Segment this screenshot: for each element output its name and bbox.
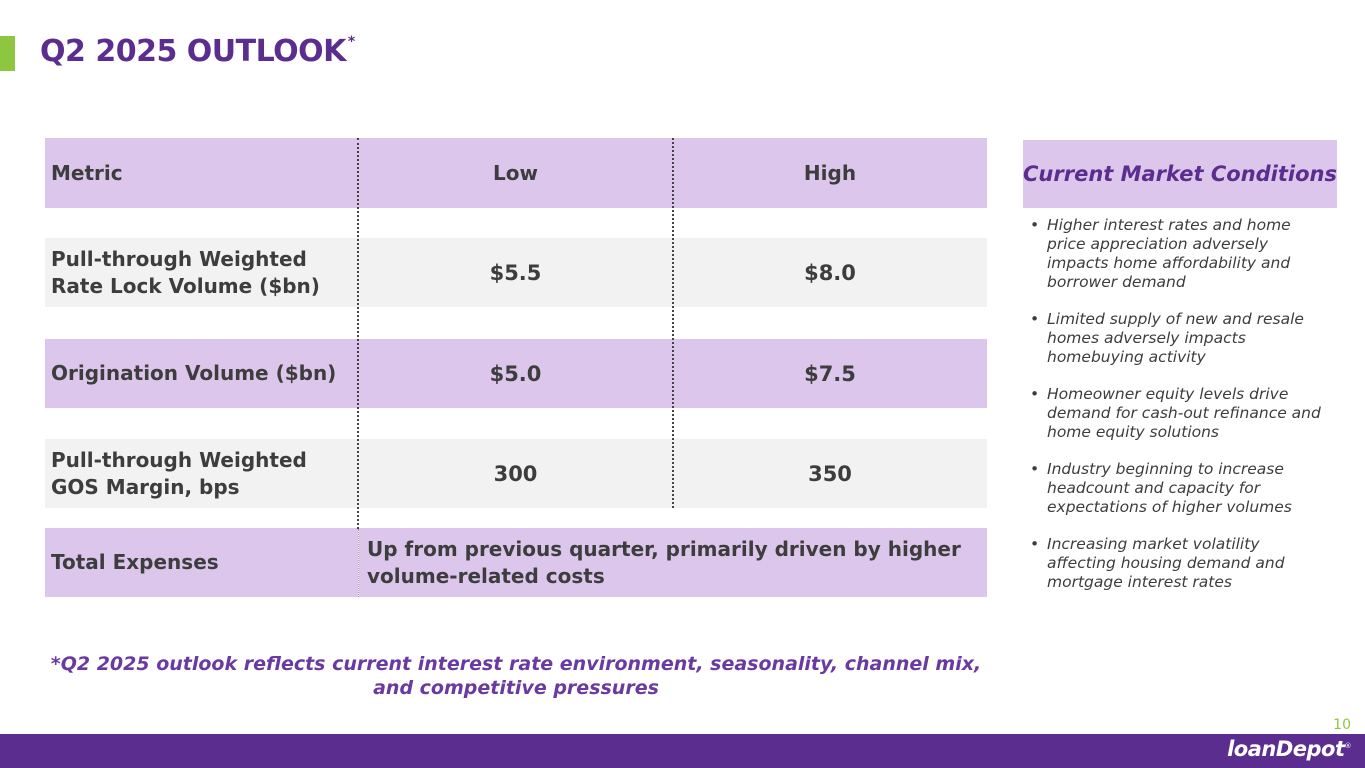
metric-label: Pull-through Weighted GOS Margin, bps [51,447,307,499]
table-row-2-metric [45,339,358,408]
table-row-1-low [358,238,673,307]
header-high-label: High [803,161,857,185]
high-value: $8.0 [804,260,856,285]
table-row-3-low [358,439,673,508]
bullet-icon: • [1030,460,1040,478]
bullet-text: Limited supply of new and resale homes adversely impacts homebuying activity [1047,310,1304,366]
metric-label: Total Expenses [51,550,219,574]
page-title [40,34,355,69]
header-metric-label: Metric [51,161,123,185]
footer-bar [0,734,1365,768]
bullet-text: Increasing market volatility affecting housing demand and mortgage interest rates [1047,535,1285,591]
list-item [1030,385,1330,442]
bullet-icon: • [1030,535,1040,553]
combined-value: Up from previous quarter, primarily driven by higher volume-related costs [367,536,961,588]
table-row-1-high [673,238,987,307]
bullet-icon: • [1030,216,1040,234]
header-low-label: Low [493,161,538,185]
market-conditions-list [1030,216,1330,610]
table-row-4-metric [45,528,358,597]
page-number: 10 [1333,717,1351,733]
column-divider-1-lower [358,529,359,597]
list-item [1030,460,1330,517]
table-row-2-high [673,339,987,408]
market-conditions-heading-text: Current Market Conditions [1023,161,1337,186]
market-conditions-heading [1023,140,1337,208]
list-item [1030,535,1330,592]
title-footnote-mark: * [347,34,355,50]
title-accent-bar [0,36,15,71]
bullet-text: Homeowner equity levels drive demand for cash-out refinance and home equity solutions [1047,385,1321,441]
footnote: *Q2 2025 outlook reflects current interest rate environment, seasonality, channel mix, and competitive pressures [50,653,982,699]
header-high [673,138,987,208]
brand-logo-mark: ® [1344,742,1351,750]
brand-logo-text: loanDepot [1227,737,1345,761]
brand-logo [1227,737,1351,761]
high-value: $7.5 [804,361,856,386]
table-row-1-metric [45,238,358,307]
low-value: $5.5 [489,260,542,285]
page-title-text: Q2 2025 OUTLOOK [40,34,346,69]
table-row-3-metric [45,439,358,508]
header-metric [45,138,358,208]
table-row-3-high [673,439,987,508]
bullet-icon: • [1030,310,1040,328]
table-row-2-low [358,339,673,408]
column-divider-2 [672,138,674,508]
list-item [1030,216,1330,292]
header-low [358,138,673,208]
bullet-icon: • [1030,385,1040,403]
bullet-text: Industry beginning to increase headcount and capacity for expectations of higher volumes [1047,460,1292,516]
column-divider-1 [357,138,359,529]
bullet-text: Higher interest rates and home price appreciation adversely impacts home affordability and borrower demand [1047,216,1291,291]
low-value: $5.0 [489,361,542,386]
low-value: 300 [493,461,538,486]
list-item [1030,310,1330,367]
metric-label: Origination Volume ($bn) [51,361,337,385]
high-value: 350 [808,461,852,486]
metric-label: Pull-through Weighted Rate Lock Volume ($bn) [51,246,320,298]
table-row-4-combined [359,528,987,597]
